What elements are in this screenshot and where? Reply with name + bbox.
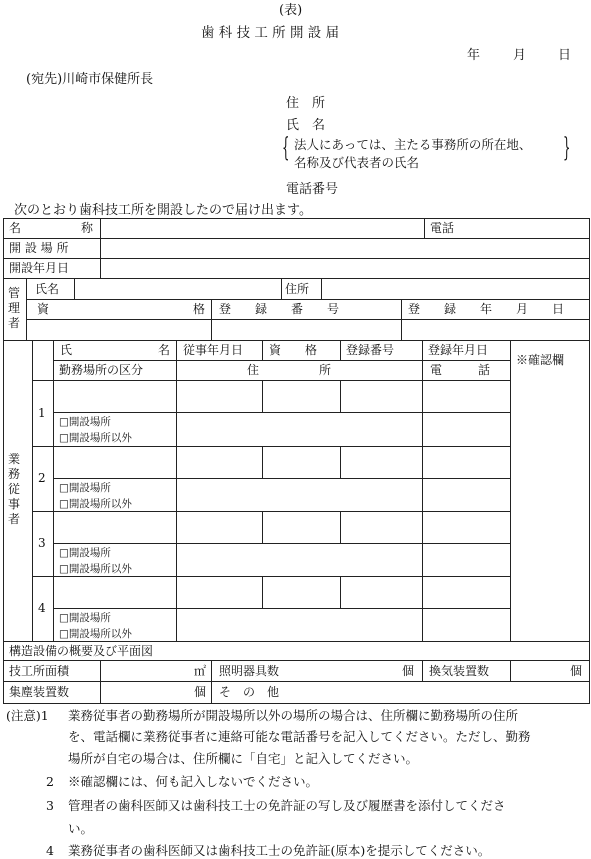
checkbox-other-location[interactable]: □開設場所以外 bbox=[59, 432, 132, 444]
header-name-b: 名 bbox=[158, 343, 171, 357]
manager-name-field[interactable] bbox=[75, 279, 280, 299]
applicant-address-label: 住 所 bbox=[286, 96, 326, 111]
header-name-a: 氏 bbox=[60, 343, 73, 357]
area-field[interactable] bbox=[101, 661, 191, 681]
header-workplace-type: 勤務場所の区分 bbox=[59, 363, 144, 377]
name-label: 名 称 bbox=[9, 221, 94, 235]
registration-date-label: 登 録 年 月 日 bbox=[408, 302, 565, 316]
facility-phone-field[interactable] bbox=[460, 219, 588, 238]
note-4: 業務従事者の歯科医師又は歯科技工士の免許証(原本)を提示してください。 bbox=[68, 843, 491, 858]
checkbox-other-location[interactable]: □開設場所以外 bbox=[59, 628, 132, 640]
date-day: 日 bbox=[558, 48, 572, 63]
qualification-label-a: 資 bbox=[37, 302, 50, 316]
note-1-line3: 場所が自宅の場合は、住所欄に「自宅」と記入してください。 bbox=[68, 751, 419, 766]
manager-registration-number-field[interactable] bbox=[212, 320, 400, 340]
header-confirmation: ※確認欄 bbox=[516, 353, 565, 367]
lights-label: 照明器具数 bbox=[219, 664, 280, 678]
corporate-note-line2: 名称及び代表者の氏名 bbox=[294, 155, 420, 170]
facility-name-field[interactable] bbox=[101, 219, 423, 238]
addressee: (宛先)川崎市保健所長 bbox=[26, 72, 154, 87]
intro-text: 次のとおり歯科技工所を開設したので届け出ます。 bbox=[14, 203, 312, 218]
applicant-phone-label: 電話番号 bbox=[286, 182, 339, 197]
checkbox-other-location[interactable]: □開設場所以外 bbox=[59, 498, 132, 510]
header-address: 住 所 bbox=[247, 363, 332, 377]
checkbox-opening-location[interactable]: □開設場所 bbox=[59, 416, 111, 428]
date-month: 月 bbox=[513, 48, 527, 63]
note-1-line2: を、電話欄に業務従事者に連絡可能な電話番号を記入してください。ただし、勤務 bbox=[68, 729, 531, 744]
checkbox-opening-location[interactable]: □開設場所 bbox=[59, 612, 111, 624]
manager-address-label: 住所 bbox=[285, 282, 310, 296]
note-3-line2: い。 bbox=[68, 821, 94, 836]
header-start-date: 従事年月日 bbox=[183, 343, 244, 357]
date-year: 年 bbox=[467, 48, 481, 63]
header-phone: 電 話 bbox=[430, 363, 491, 377]
note-2-number: 2 bbox=[46, 774, 54, 789]
registration-number-label: 登 録 番 号 bbox=[219, 302, 340, 316]
note-2: ※確認欄には、何も記入しないでください。 bbox=[68, 774, 319, 789]
note-4-number: 4 bbox=[46, 843, 54, 858]
structure-label: 構造設備の概要及び平面図 bbox=[9, 644, 154, 658]
ventilation-unit: 個 bbox=[570, 664, 583, 678]
checkbox-opening-location[interactable]: □開設場所 bbox=[59, 482, 111, 494]
checkbox-other-location[interactable]: □開設場所以外 bbox=[59, 563, 132, 575]
lights-field[interactable] bbox=[290, 661, 400, 681]
lights-unit: 個 bbox=[402, 664, 415, 678]
ventilation-label: 換気装置数 bbox=[429, 664, 490, 678]
other-field[interactable] bbox=[290, 682, 588, 703]
staff-row-number: 4 bbox=[38, 601, 46, 615]
opening-date-field[interactable] bbox=[101, 259, 588, 278]
note-3-line1: 管理者の歯科医師又は歯科技工士の免許証の写し及び履歴書を添付してくださ bbox=[68, 798, 506, 813]
note-3-number: 3 bbox=[46, 798, 54, 813]
staff-row-number: 1 bbox=[38, 406, 46, 420]
opening-date-label: 開設年月日 bbox=[9, 261, 70, 275]
staff-row-number: 3 bbox=[38, 536, 46, 550]
phone-label: 電話 bbox=[430, 221, 455, 235]
manager-label: 管理者 bbox=[7, 286, 20, 330]
bracket-left: { bbox=[282, 133, 290, 163]
note-1-line1: 業務従事者の勤務場所が開設場所以外の場所の場合は、住所欄に勤務場所の住所 bbox=[68, 708, 519, 723]
location-field[interactable] bbox=[101, 239, 588, 258]
manager-name-label: 氏名 bbox=[35, 282, 60, 296]
area-unit: ㎡ bbox=[194, 664, 207, 678]
dust-collector-field[interactable] bbox=[101, 682, 191, 703]
dust-collector-label: 集塵装置数 bbox=[9, 685, 70, 699]
area-label: 技工所面積 bbox=[9, 664, 70, 678]
manager-qualification-field[interactable] bbox=[27, 320, 210, 340]
form-label: (表) bbox=[279, 3, 303, 18]
applicant-name-label: 氏 名 bbox=[286, 118, 326, 133]
manager-registration-date-field[interactable] bbox=[402, 320, 588, 340]
header-qualification: 資 格 bbox=[269, 343, 318, 357]
header-registration-date: 登録年月日 bbox=[428, 343, 489, 357]
corporate-note-line1: 法人にあっては、主たる事務所の所在地、 bbox=[294, 137, 532, 152]
location-label: 開 設 場 所 bbox=[9, 241, 69, 255]
header-registration-number: 登録番号 bbox=[346, 343, 395, 357]
ventilation-field[interactable] bbox=[511, 661, 568, 681]
qualification-label-b: 格 bbox=[193, 302, 206, 316]
note-1-prefix: (注意)1 bbox=[6, 708, 49, 723]
bracket-right: } bbox=[563, 133, 571, 163]
other-label: そ の 他 bbox=[219, 685, 280, 699]
staff-row-number: 2 bbox=[38, 471, 46, 485]
dust-collector-unit: 個 bbox=[194, 685, 207, 699]
manager-address-field[interactable] bbox=[322, 279, 588, 299]
checkbox-opening-location[interactable]: □開設場所 bbox=[59, 547, 111, 559]
staff-side-label: 業務従事者 bbox=[7, 452, 20, 526]
page-title: 歯 科 技 工 所 開 設 届 bbox=[201, 25, 340, 41]
